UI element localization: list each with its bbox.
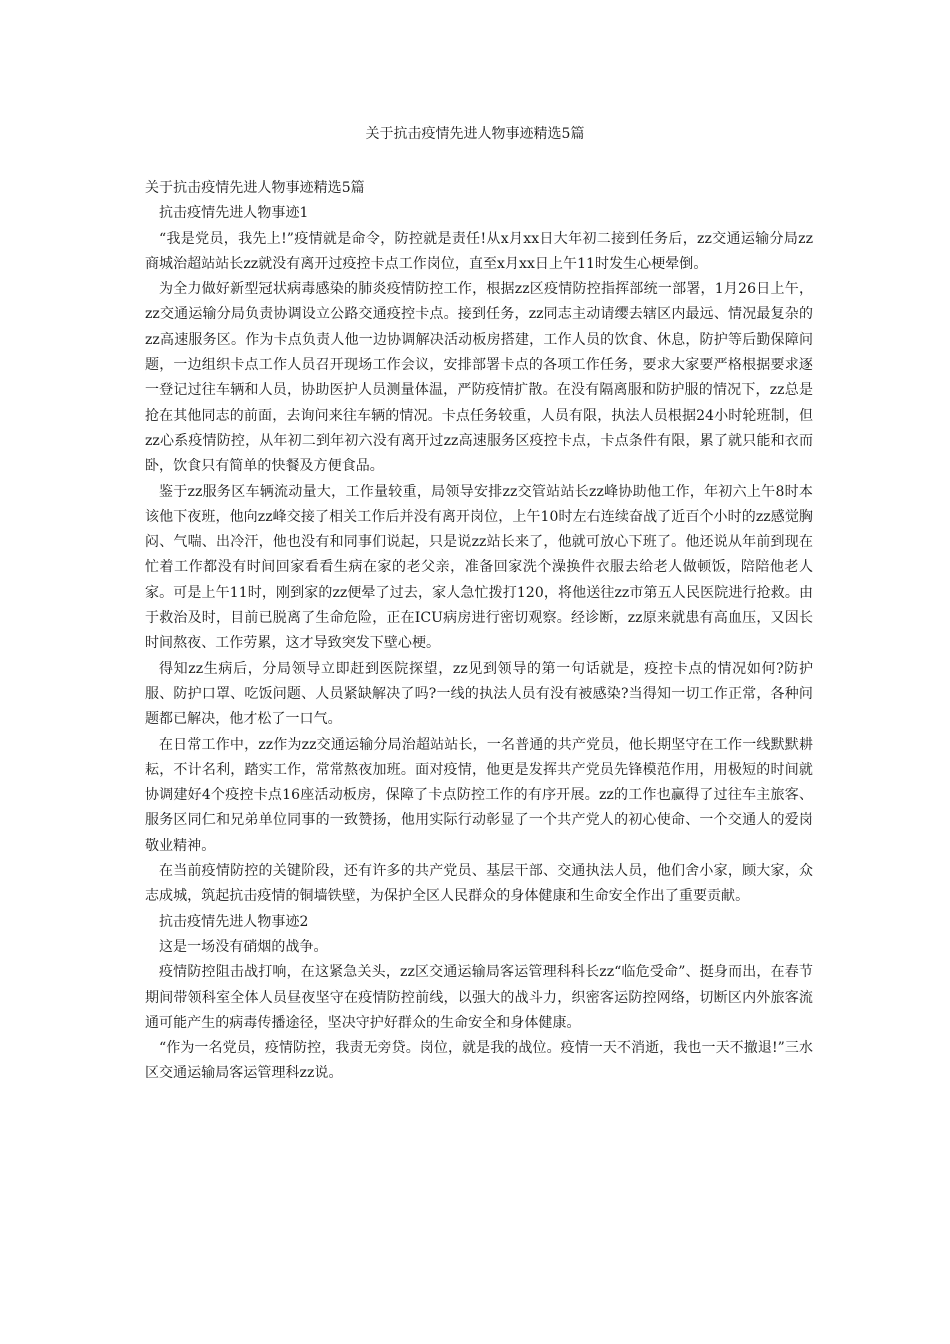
paragraph: “我是党员，我先上!”疫情就是命令，防控就是责任!从x月xx日大年初二接到任务后，zz交通运输分局zz商城治超站站长zz就没有离开过疫控卡点工作岗位，直至x月xx日上午11时发生心梗晕倒。	[145, 230, 813, 272]
document-heading: 关于抗击疫情先进人物事迹精选5篇	[145, 180, 365, 196]
paragraph: 在日常工作中，zz作为zz交通运输分局治超站站长，一名普通的共产党员，他长期坚守在工作一线默默耕耘，不计名利，踏实工作，常常熬夜加班。面对疫情，他更是发挥共产党员先锋模范作用，用极短的时间就协调建好4个疫控卡点16座活动板房，保障了卡点防控工作的有序开展。zz的工作也赢得了过往车主旅客、服务区同仁和兄弟单位同事的一致赞扬，他用实际行动彰显了一个共产党人的初心使命、一个交通人的爱岗敬业精神。	[145, 736, 813, 854]
paragraph: 疫情防控阻击战打响，在这紧急关头，zz区交通运输局客运管理科科长zz“临危受命”、挺身而出，在春节期间带领科室全体人员昼夜坚守在疫情防控前线，以强大的战斗力，织密客运防控网络，切断区内外旅客流通可能产生的病毒传播途径，坚决守护好群众的生命安全和身体健康。	[145, 964, 813, 1031]
paragraph: 这是一场没有硝烟的战争。	[159, 938, 328, 955]
document-body	[145, 176, 813, 1087]
section-heading-2: 抗击疫情先进人物事迹2	[159, 913, 309, 930]
paragraph: 在当前疫情防控的关键阶段，还有许多的共产党员、基层干部、交通执法人员，他们舍小家，顾大家，众志成城，筑起抗击疫情的铜墙铁壁，为保护全区人民群众的身体健康和生命安全作出了重要贡献。	[145, 863, 813, 905]
page-title: 关于抗击疫情先进人物事迹精选5篇	[365, 126, 585, 142]
paragraph: “作为一名党员，疫情防控，我责无旁贷。岗位，就是我的战位。疫情一天不消逝，我也一天不撤退!”三水区交通运输局客运管理科zz说。	[145, 1040, 813, 1082]
section-heading-1: 抗击疫情先进人物事迹1	[159, 205, 309, 222]
paragraph: 得知zz生病后，分局领导立即赶到医院探望，zz见到领导的第一句话就是，疫控卡点的情况如何?防护服、防护口罩、吃饭问题、人员紧缺解决了吗?一线的执法人员有没有被感染?当得知一切工作正常，各种问题都已解决，他才松了一口气。	[145, 660, 813, 728]
paragraph: 鉴于zz服务区车辆流动量大，工作量较重，局领导安排zz交管站站长zz峰协助他工作，年初六上午8时本该他下夜班，他向zz峰交接了相关工作后并没有离开岗位，上午10时左右连续奋战了近百个小时的zz感觉胸闷、气喘、出冷汗，他也没有和同事们说起，只是说zz站长来了，他就可放心下班了。他还说从年前到现在忙着工作都没有时间回家看看生病在家的老父亲，准备回家洗个澡换件衣服去给老人做顿饭，陪陪他老人家。可是上午11时，刚到家的zz便晕了过去，家人急忙拨打120，将他送往zz市第五人民医院进行抢救。由于救治及时，目前已脱离了生命危险，正在ICU病房进行密切观察。经诊断，zz原来就患有高血压，又因长时间熬夜、工作劳累，这才导致突发下壁心梗。	[145, 483, 813, 652]
paragraph: 为全力做好新型冠状病毒感染的肺炎疫情防控工作，根据zz区疫情防控指挥部统一部署，1月26日上午，zz交通运输分局负责协调设立公路交通疫控卡点。接到任务，zz同志主动请缨去辖区内最远、情况最复杂的zz高速服务区。作为卡点负责人他一边协调解决活动板房搭建，工作人员的饮食、休息，防护等后勤保障问题，一边组织卡点工作人员召开现场工作会议，安排部署卡点的各项工作任务，要求大家要严格根据要求逐一登记过往车辆和人员，协助医护人员测量体温，严防疫情扩散。在没有隔离服和防护服的情况下，zz总是抢在其他同志的前面，去询问来往车辆的情况。卡点任务较重，人员有限，执法人员根据24小时轮班制，但zz心系疫情防控，从年初二到年初六没有离开过zz高速服务区疫控卡点，卡点条件有限，累了就只能和衣而卧，饮食只有简单的快餐及方便食品。	[145, 281, 813, 475]
